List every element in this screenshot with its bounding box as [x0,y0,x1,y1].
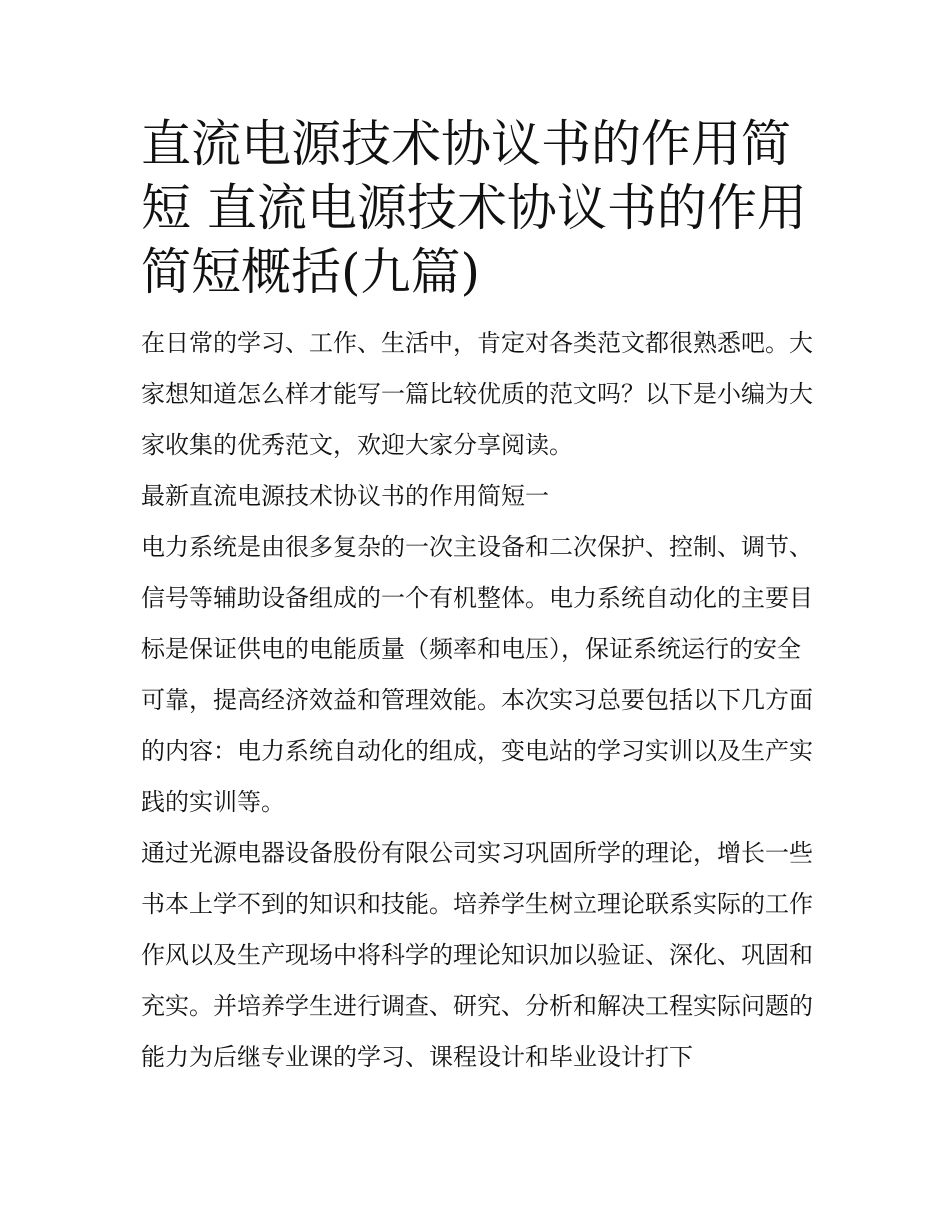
document-title: 直流电源技术协议书的作用简短 直流电源技术协议书的作用简短概括(九篇) [141,115,807,301]
body-paragraph-1: 电力系统是由很多复杂的一次主设备和二次保护、控制、调节、信号等辅助设备组成的一个有机整体。电力系统自动化的主要目标是保证供电的电能质量（频率和电压），保证系统运行的安全可靠，提高经济效益和管理效能。本次实习总要包括以下几方面的内容：电力系统自动化的组成，变电站的学习实训以及生产实践的实训等。 [141,533,813,816]
document-body [141,318,813,1083]
section-heading: 最新直流电源技术协议书的作用简短一 [141,482,549,510]
intro-paragraph: 在日常的学习、工作、生活中，肯定对各类范文都很熟悉吧。大家想知道怎么样才能写一篇比较优质的范文吗？以下是小编为大家收集的优秀范文，欢迎大家分享阅读。 [141,329,813,459]
document-page [141,112,813,1083]
body-paragraph-2: 通过光源电器设备股份有限公司实习巩固所学的理论，增长一些书本上学不到的知识和技能。培养学生树立理论联系实际的工作作风以及生产现场中将科学的理论知识加以验证、深化、巩固和充实。并培养学生进行调查、研究、分析和解决工程实际问题的能力为后继专业课的学习、课程设计和毕业设计打下 [141,839,813,1071]
